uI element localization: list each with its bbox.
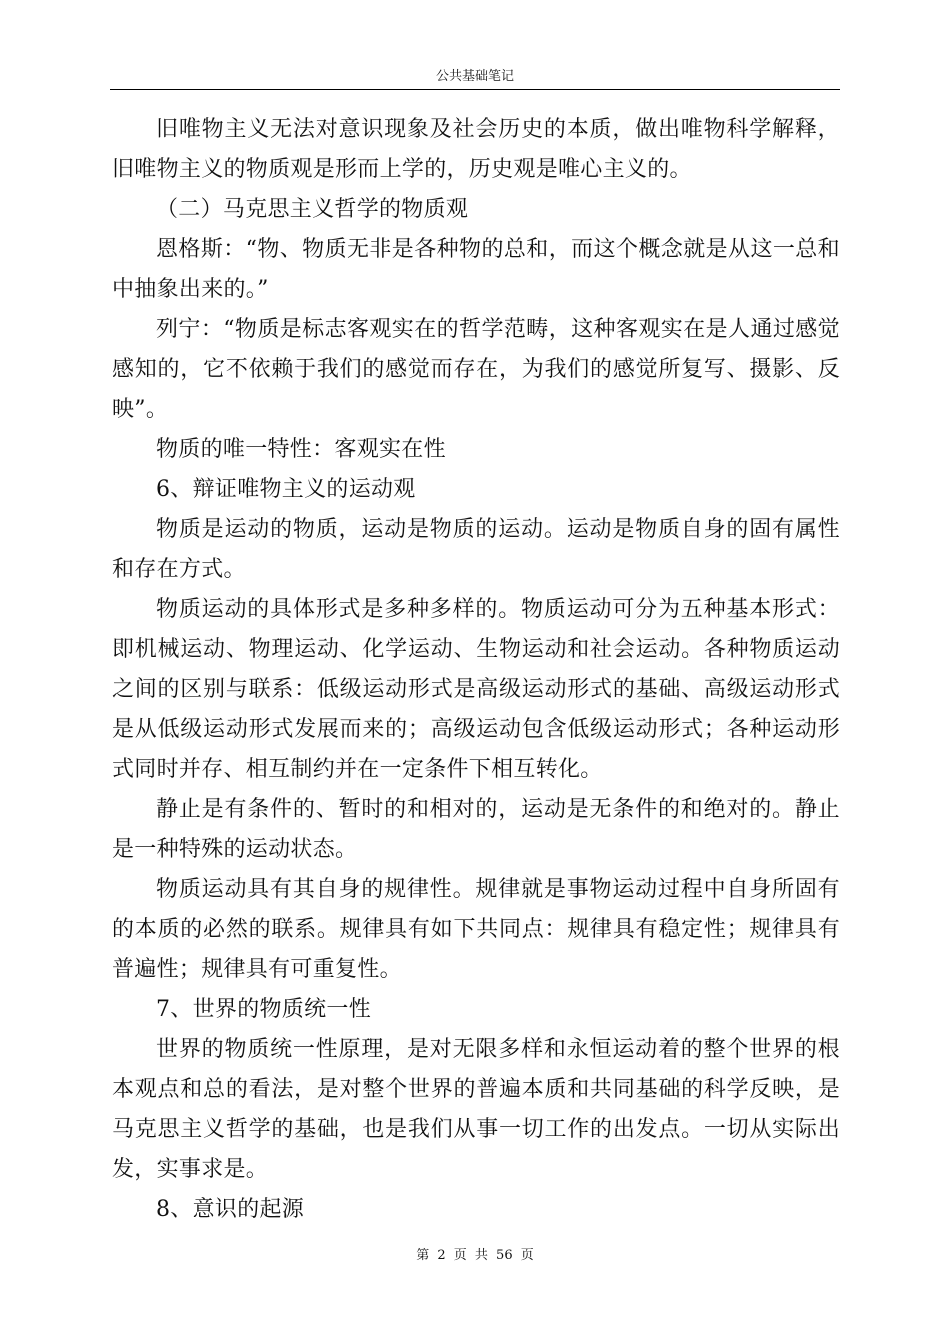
page-footer: 第 2 页 共 56 页 (416, 1248, 534, 1263)
paragraph-material-unity: 世界的物质统一性原理，是对无限多样和永恒运动着的整个世界的根本观点和总的看法，是对整个世界的普遍本质和共同基础的科学反映，是马克思主义哲学的基础，也是我们从事一切工作的出发点。一切从实际出发，实事求是。 (112, 1037, 840, 1182)
heading-section-6: 6、辩证唯物主义的运动观 (156, 477, 416, 502)
paragraph-motion-definition: 物质是运动的物质，运动是物质的运动。运动是物质自身的固有属性和存在方式。 (112, 517, 840, 582)
paragraph-matter-property: 物质的唯一特性：客观实在性 (156, 437, 446, 462)
header-divider (110, 89, 840, 90)
heading-section-7: 7、世界的物质统一性 (156, 997, 371, 1022)
document-body (112, 110, 840, 1230)
paragraph-engels-quote: 恩格斯：“物、物质无非是各种物的总和，而这个概念就是从这一总和中抽象出来的。” (112, 237, 840, 302)
paragraph-old-materialism: 旧唯物主义无法对意识现象及社会历史的本质，做出唯物科学解释，旧唯物主义的物质观是形而上学的，历史观是唯心主义的。 (112, 117, 840, 182)
paragraph-laws: 物质运动具有其自身的规律性。规律就是事物运动过程中自身所固有的本质的必然的联系。规律具有如下共同点：规律具有稳定性；规律具有普遍性；规律具有可重复性。 (112, 877, 840, 982)
heading-section-8: 8、意识的起源 (156, 1197, 305, 1222)
heading-marxist-materialism: （二）马克思主义哲学的物质观 (156, 197, 469, 222)
paragraph-lenin-quote: 列宁：“物质是标志客观实在的哲学范畴，这种客观实在是人通过感觉感知的，它不依赖于我们的感觉而存在，为我们的感觉所复写、摄影、反映”。 (112, 317, 840, 422)
page-header: 公共基础笔记 (435, 69, 514, 84)
paragraph-motion-forms: 物质运动的具体形式是多种多样的。物质运动可分为五种基本形式：即机械运动、物理运动、化学运动、生物运动和社会运动。各种物质运动之间的区别与联系：低级运动形式是高级运动形式的基础、高级运动形式是从低级运动形式发展而来的；高级运动包含低级运动形式；各种运动形式同时并存、相互制约并在一定条件下相互转化。 (112, 597, 840, 782)
paragraph-rest-motion: 静止是有条件的、暂时的和相对的，运动是无条件的和绝对的。静止是一种特殊的运动状态。 (112, 797, 840, 862)
